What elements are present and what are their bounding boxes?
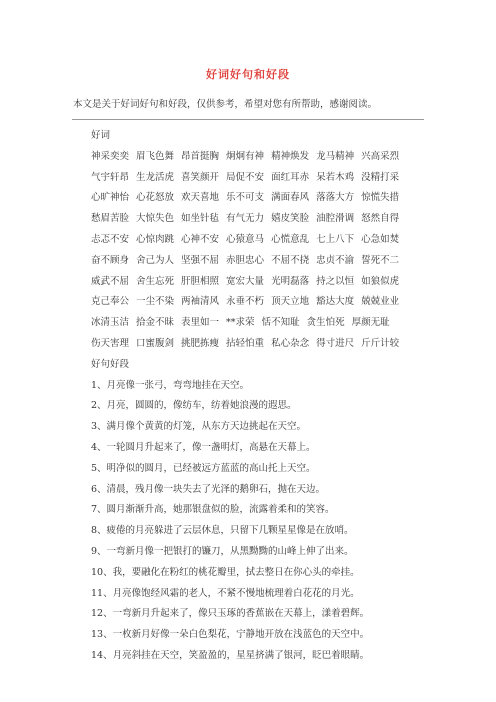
word-item: 奋不顾身	[91, 254, 130, 266]
word-item: 乐不可支	[226, 192, 265, 204]
word-item: 恬不知耻	[261, 317, 300, 329]
word-item: **求荣	[226, 317, 255, 329]
word-item: 肝胆相照	[181, 275, 220, 287]
word-item: 怒然自得	[361, 213, 400, 225]
sentence-item: 1、月亮像一张弓，弯弯地挂在天空。	[91, 379, 250, 391]
word-item: 私心杂念	[271, 337, 310, 349]
word-item: 兴高采烈	[361, 150, 400, 162]
word-item: 精神焕发	[271, 150, 310, 162]
word-item: 龙马精神	[316, 150, 355, 162]
word-row	[91, 272, 399, 293]
sentence-item: 5、明净似的圆月，已经被远方蓝蓝的高山托上天空。	[91, 462, 316, 474]
sentence-item: 10、我，要融化在粉红的桃花瓣里，拭去整日在你心头的牵挂。	[91, 566, 360, 578]
document-title: 好词好句和好段	[206, 68, 290, 81]
sentence-item: 11、月亮像饱经风霜的老人，不紧不慢地梳理着白花花的月光。	[91, 587, 360, 599]
word-item: 舍生忘死	[136, 275, 175, 287]
word-item: 光明磊落	[271, 275, 310, 287]
word-item: 面红耳赤	[271, 171, 310, 183]
word-item: 坚强不屈	[181, 254, 220, 266]
word-item: 嬉皮笑脸	[271, 213, 310, 225]
word-item: 七上八下	[316, 233, 355, 245]
sentence-item: 9、一弯新月像一把银打的镰刀，从黑黝黝的山峰上伸了出来。	[91, 545, 354, 557]
word-row	[91, 230, 399, 251]
word-item: 豁达大度	[316, 296, 355, 308]
word-item: 落落大方	[316, 192, 355, 204]
words-heading: 好词	[91, 130, 111, 141]
word-item: 舍己为人	[136, 254, 175, 266]
word-item: 神采奕奕	[91, 150, 130, 162]
word-row	[91, 313, 399, 334]
word-item: 大惊失色	[136, 213, 175, 225]
sentence-item: 8、疲倦的月亮躲进了云层休息，只留下几颗星星像是在放哨。	[91, 525, 354, 537]
word-item: 心旷神怡	[91, 192, 130, 204]
word-row	[91, 147, 399, 168]
word-row	[91, 188, 399, 209]
word-item: 伤天害理	[91, 337, 130, 349]
word-item: 心惊肉跳	[136, 233, 175, 245]
word-item: 心神不安	[181, 233, 220, 245]
intro-text: 本文是关于好词好句和好段，仅供参考，希望对您有所帮助，感谢阅读。	[73, 99, 378, 110]
word-item: 炯炯有神	[226, 150, 265, 162]
word-item: 两袖清风	[181, 296, 220, 308]
word-item: 生龙活虎	[136, 171, 175, 183]
word-item: 呆若木鸡	[316, 171, 355, 183]
word-item: 昂首挺胸	[181, 150, 220, 162]
word-item: 惊慌失措	[361, 192, 400, 204]
sentence-list	[91, 376, 399, 667]
word-item: 挑肥拣瘦	[181, 337, 220, 349]
word-item: 气宇轩昂	[91, 171, 130, 183]
word-list	[91, 147, 399, 355]
word-item: 喜笑颜开	[181, 171, 220, 183]
word-item: 永垂不朽	[226, 296, 265, 308]
word-item: 斤斤计较	[361, 337, 400, 349]
word-item: 一尘不染	[136, 296, 175, 308]
sentence-item: 14、月亮斜挂在天空，笑盈盈的，星星挤满了银河，眨巴着眼睛。	[91, 649, 370, 661]
sentence-item: 7、圆月渐渐升高，她那银盘似的脸，流露着柔和的笑容。	[91, 504, 335, 516]
word-item: 有气无力	[226, 213, 265, 225]
word-item: 心慌意乱	[271, 233, 310, 245]
word-item: 兢兢业业	[361, 296, 400, 308]
word-item: 油腔滑调	[316, 213, 355, 225]
sentence-item: 12、一弯新月升起来了，像只玉琢的香蕉嵌在天幕上，漾着碧辉。	[91, 608, 370, 620]
word-item: 愁眉苦脸	[91, 213, 130, 225]
word-row	[91, 209, 399, 230]
sentence-item: 4、一轮圆月升起来了，像一盏明灯，高悬在天幕上。	[91, 441, 316, 453]
divider	[72, 119, 424, 120]
word-row	[91, 334, 399, 355]
word-item: 局促不安	[226, 171, 265, 183]
word-item: 冰清玉洁	[91, 317, 130, 329]
word-item: 心急如焚	[361, 233, 400, 245]
word-row	[91, 251, 399, 272]
sentence-item: 13、一枚新月好像一朵白色梨花，宁静地开放在浅蓝色的天空中。	[91, 629, 370, 641]
word-item: 拾金不昧	[136, 317, 175, 329]
word-item: 贪生怕死	[306, 317, 345, 329]
word-item: 眉飞色舞	[136, 150, 175, 162]
word-item: 威武不屈	[91, 275, 130, 287]
word-item: 欢天喜地	[181, 192, 220, 204]
word-item: 满面春风	[271, 192, 310, 204]
word-row	[91, 292, 399, 313]
sentence-item: 6、清晨，残月像一块失去了光泽的鹅卵石，抛在天边。	[91, 483, 326, 495]
sentences-heading: 好句好段	[91, 358, 130, 370]
sentence-item: 3、满月像个黄黄的灯笼，从东方天边挑起在天空。	[91, 421, 307, 433]
word-item: 得寸进尺	[316, 337, 355, 349]
word-item: 忐忑不安	[91, 233, 130, 245]
word-item: 如坐针毡	[181, 213, 220, 225]
word-item: 誓死不二	[361, 254, 400, 266]
word-item: 心花怒放	[136, 192, 175, 204]
word-item: 口蜜腹剑	[136, 337, 175, 349]
word-item: 表里如一	[181, 317, 220, 329]
word-item: 持之以恒	[316, 275, 355, 287]
word-item: 如狼似虎	[361, 275, 400, 287]
word-item: 厚颜无耻	[351, 317, 390, 329]
word-item: 赤胆忠心	[226, 254, 265, 266]
word-item: 忠贞不渝	[316, 254, 355, 266]
word-row	[91, 168, 399, 189]
word-item: 不屈不挠	[271, 254, 310, 266]
word-item: 顶天立地	[271, 296, 310, 308]
word-item: 拈轻怕重	[226, 337, 265, 349]
word-item: 没精打采	[361, 171, 400, 183]
word-item: 心猿意马	[226, 233, 265, 245]
sentence-item: 2、月亮，圆圆的，像纺车，纺着她浪漫的遐思。	[91, 400, 297, 412]
document-body	[91, 126, 399, 667]
word-item: 克己奉公	[91, 296, 130, 308]
word-item: 宽宏大量	[226, 275, 265, 287]
